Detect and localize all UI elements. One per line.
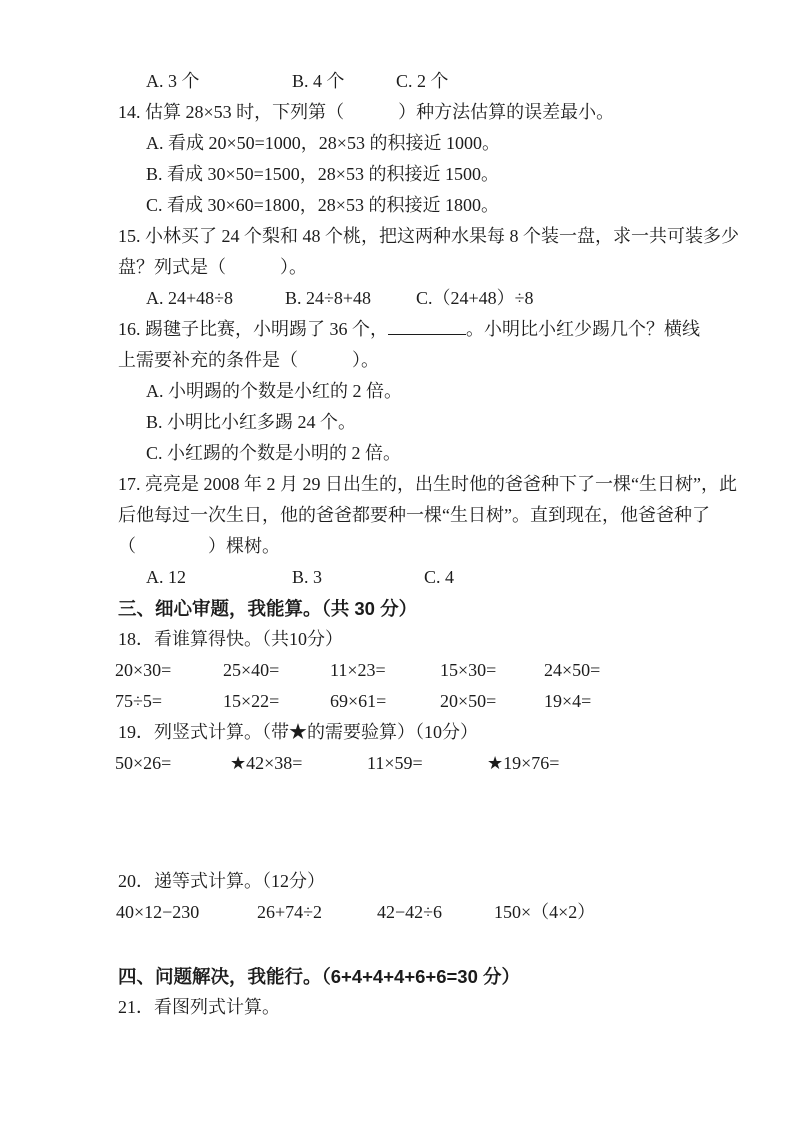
calc-item: 19×4= [544, 691, 592, 711]
question-15-option-a: A. 24+48÷8 [146, 288, 234, 308]
question-19-calc-row [0, 748, 793, 779]
question-15-stem-line1: 15. 小林买了 24 个梨和 48 个桃，把这两种水果每 8 个装一盘，求一共可装多少 [118, 226, 739, 246]
question-15-options-row [0, 283, 793, 314]
question-20-calc-row [0, 897, 793, 928]
calc-item: 26+74÷2 [257, 902, 323, 922]
question-16-stem-before-blank: 16. 踢毽子比赛，小明踢了 36 个， [118, 319, 388, 339]
calc-item: 15×30= [440, 660, 497, 680]
question-18-stem: 18．看谁算得快。（共10分） [118, 629, 343, 649]
calc-item: 11×23= [330, 660, 386, 680]
question-16-stem-after-blank: 。小明比小红少踢几个？横线 [466, 319, 700, 339]
question-16-option-b: B. 小明比小红多踢 24 个。 [146, 412, 357, 432]
question-16-option-a: A. 小明踢的个数是小红的 2 倍。 [146, 381, 402, 401]
question-14-option-a: A. 看成 20×50=1000，28×53 的积接近 1000。 [146, 133, 500, 153]
question-17-options-row [0, 562, 793, 593]
calc-item: 15×22= [223, 691, 280, 711]
calc-item: 40×12−230 [116, 902, 200, 922]
fill-in-blank-line [388, 332, 466, 335]
question-15-option-b: B. 24÷8+48 [285, 288, 372, 308]
calc-item: 24×50= [544, 660, 601, 680]
question-15-stem-line2: 盘？列式是（ ）。 [118, 257, 307, 277]
question-19-stem: 19．列竖式计算。（带★的需要验算）（10分） [118, 722, 478, 742]
question-16-stem-line2: 上需要补充的条件是（ ）。 [118, 350, 379, 370]
question-15-option-c: C.（24+48）÷8 [416, 288, 534, 308]
section-3-title: 三、细心审题，我能算。（共 30 分） [118, 598, 418, 619]
question-13-option-c: C. 2 个 [396, 71, 449, 91]
calc-item: 20×30= [115, 660, 172, 680]
calc-item: 20×50= [440, 691, 497, 711]
question-20-stem: 20．递等式计算。（12分） [118, 871, 325, 891]
question-14-option-c: C. 看成 30×60=1800，28×53 的积接近 1800。 [146, 195, 499, 215]
question-17-option-b: B. 3 [292, 567, 323, 587]
question-14-stem: 14. 估算 28×53 时，下列第（ ）种方法估算的误差最小。 [118, 102, 615, 122]
calc-item: 150×（4×2） [494, 902, 596, 922]
calc-item: 11×59= [367, 753, 423, 773]
question-16-stem-line1 [0, 314, 793, 345]
section-4-title: 四、问题解决，我能行。（6+4+4+4+6+6=30 分） [118, 966, 521, 987]
question-13-option-a: A. 3 个 [146, 71, 200, 91]
calc-item-starred: ★42×38= [230, 753, 303, 773]
question-17-stem-line1: 17. 亮亮是 2008 年 2 月 29 日出生的，出生时他的爸爸种下了一棵“生日树”，此 [118, 474, 737, 494]
calc-item: 69×61= [330, 691, 387, 711]
calc-item-starred: ★19×76= [487, 753, 560, 773]
calc-item: 25×40= [223, 660, 280, 680]
work-space [0, 928, 793, 961]
question-14-option-b: B. 看成 30×50=1500，28×53 的积接近 1500。 [146, 164, 499, 184]
question-17-option-a: A. 12 [146, 567, 186, 587]
question-18-calc-row-2 [0, 686, 793, 717]
calc-item: 50×26= [115, 753, 172, 773]
question-21-stem: 21．看图列式计算。 [118, 997, 280, 1017]
question-16-option-c: C. 小红踢的个数是小明的 2 倍。 [146, 443, 402, 463]
question-17-stem-line2: 后他每过一次生日，他的爸爸都要种一棵“生日树”。直到现在，他爸爸种了 [118, 505, 710, 525]
question-13-option-b: B. 4 个 [292, 71, 345, 91]
question-17-option-c: C. 4 [424, 567, 455, 587]
question-13-options-row [0, 66, 793, 97]
question-18-calc-row-1 [0, 655, 793, 686]
calc-item: 42−42÷6 [377, 902, 443, 922]
work-space [0, 779, 793, 866]
calc-item: 75÷5= [115, 691, 163, 711]
question-17-stem-line3: （ ）棵树。 [118, 536, 280, 556]
